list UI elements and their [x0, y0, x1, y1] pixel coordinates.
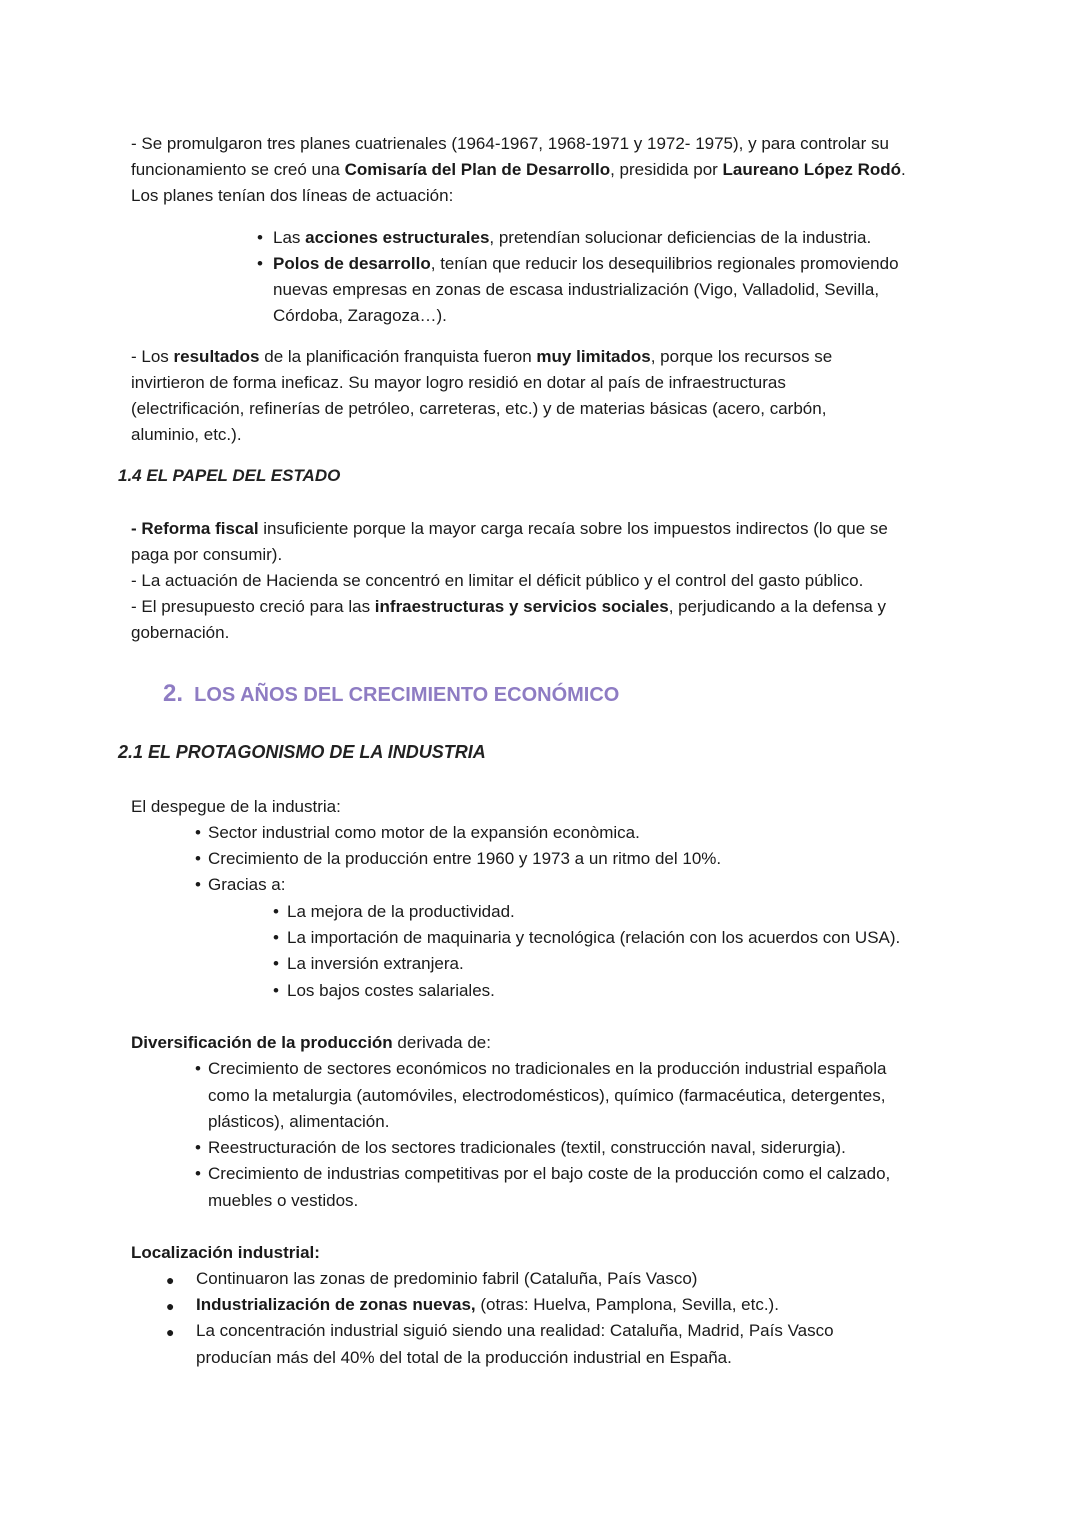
- text: La mejora de la productividad.: [287, 902, 515, 921]
- planes-line-2: [131, 157, 906, 183]
- text: funcionamiento se creó una: [131, 160, 345, 179]
- bullet-icon: •: [195, 1138, 201, 1157]
- bullet-icon: ●: [166, 1298, 175, 1314]
- planes-line-1: - Se promulgaron tres planes cuatrienales (1964-1967, 1968-1971 y 1972- 1975), y para controlar su: [131, 134, 889, 153]
- bullet-icon: •: [195, 849, 201, 868]
- list-item: [195, 1161, 890, 1187]
- bullet-icon: •: [195, 1059, 201, 1078]
- estado-line-2: paga por consumir).: [131, 545, 283, 564]
- bullet-icon: •: [195, 875, 201, 894]
- list-item-continuation: nuevas empresas en zonas de escasa industrialización (Vigo, Valladolid, Sevilla,: [273, 280, 880, 299]
- bold-text: Industrialización de zonas nuevas,: [196, 1295, 476, 1314]
- text: de la planificación franquista fueron: [259, 347, 537, 366]
- bold-text: - Reforma fiscal: [131, 519, 259, 538]
- list-item-continuation: Córdoba, Zaragoza…).: [273, 306, 447, 325]
- text: .: [901, 160, 906, 179]
- list-item: [257, 251, 899, 277]
- text: , perjudicando a la defensa y: [668, 597, 887, 616]
- heading-text: LOS AÑOS DEL CRECIMIENTO ECONÓMICO: [194, 684, 620, 706]
- planes-line-3: Los planes tenían dos líneas de actuación:: [131, 186, 454, 205]
- sub-list-item: [273, 978, 495, 1004]
- list-item-continuation: plásticos), alimentación.: [208, 1112, 390, 1131]
- bold-text: infraestructuras y servicios sociales: [374, 597, 669, 616]
- bold-text: muy limitados: [536, 347, 651, 366]
- bullet-icon: •: [195, 1164, 201, 1183]
- localizacion-title: Localización industrial:: [131, 1243, 320, 1262]
- text: insuficiente porque la mayor carga recaía sobre los impuestos indirectos (lo que se: [258, 519, 888, 538]
- text: - Los: [131, 347, 174, 366]
- list-item: Continuaron las zonas de predominio fabril (Cataluña, País Vasco): [196, 1269, 698, 1288]
- text: Sector industrial como motor de la expansión econòmica.: [208, 823, 640, 842]
- text: Crecimiento de industrias competitivas por el bajo coste de la producción como el calzado,: [208, 1164, 891, 1183]
- text: derivada de:: [392, 1033, 491, 1052]
- text: La importación de maquinaria y tecnológica (relación con los acuerdos con USA).: [287, 928, 901, 947]
- bold-text: Diversificación de la producción: [131, 1033, 393, 1052]
- resultados-line-4: aluminio, etc.).: [131, 425, 242, 444]
- list-item-continuation: muebles o vestidos.: [208, 1191, 359, 1210]
- section-heading-2-1: 2.1 EL PROTAGONISMO DE LA INDUSTRIA: [118, 742, 486, 762]
- text: Reestructuración de los sectores tradicionales (textil, construcción naval, siderurgia).: [208, 1138, 846, 1157]
- estado-line-5: gobernación.: [131, 623, 230, 642]
- text: , presidida por: [610, 160, 723, 179]
- list-item: [195, 872, 285, 898]
- bullet-icon: ●: [166, 1272, 175, 1288]
- text: - El presupuesto creció para las: [131, 597, 375, 616]
- text: Crecimiento de sectores económicos no tradicionales en la producción industrial española: [208, 1059, 887, 1078]
- text: , pretendían solucionar deficiencias de la industria.: [489, 228, 872, 247]
- bold-text: acciones estructurales: [305, 228, 490, 247]
- estado-line-1: [131, 516, 888, 542]
- list-item: [195, 846, 721, 872]
- text: , porque los recursos se: [650, 347, 833, 366]
- heading-number: 2.: [163, 680, 184, 707]
- text: La inversión extranjera.: [287, 954, 464, 973]
- despegue-intro: El despegue de la industria:: [131, 797, 341, 816]
- list-item-continuation: como la metalurgia (automóviles, electrodomésticos), químico (farmacéutica, detergentes,: [208, 1086, 886, 1105]
- text: Las: [273, 228, 306, 247]
- list-item: La concentración industrial siguió siendo una realidad: Cataluña, Madrid, País Vasco: [196, 1321, 834, 1340]
- text: Los bajos costes salariales.: [287, 981, 495, 1000]
- resultados-line-1: [131, 344, 832, 370]
- list-item: [196, 1292, 779, 1318]
- bullet-icon: •: [273, 981, 279, 1000]
- text: (otras: Huelva, Pamplona, Sevilla, etc.).: [475, 1295, 779, 1314]
- sub-list-item: [273, 899, 515, 925]
- resultados-line-3: (electrificación, refinerías de petróleo, carreteras, etc.) y de materias básicas (acero, carbón,: [131, 399, 827, 418]
- list-item: [257, 225, 871, 251]
- bold-text: Laureano López Rodó: [722, 160, 902, 179]
- list-item-continuation: producían más del 40% del total de la producción industrial en España.: [196, 1348, 732, 1367]
- bullet-icon: •: [257, 228, 263, 247]
- list-item: [195, 1056, 887, 1082]
- bullet-icon: •: [257, 254, 263, 273]
- list-item: [195, 1135, 846, 1161]
- bullet-icon: •: [273, 902, 279, 921]
- estado-line-4: [131, 594, 886, 620]
- resultados-line-2: invirtieron de forma ineficaz. Su mayor logro residió en dotar al país de infraestructuras: [131, 373, 786, 392]
- diversificacion-intro: [131, 1030, 491, 1056]
- bullet-icon: ●: [166, 1324, 175, 1340]
- bold-text: resultados: [173, 347, 260, 366]
- bullet-icon: •: [273, 928, 279, 947]
- estado-line-3: - La actuación de Hacienda se concentró en limitar el déficit público y el control del gasto público.: [131, 571, 864, 590]
- bold-text: Polos de desarrollo: [273, 254, 431, 273]
- sub-list-item: [273, 951, 464, 977]
- text: Crecimiento de la producción entre 1960 y 1973 a un ritmo del 10%.: [208, 849, 722, 868]
- bullet-icon: •: [195, 823, 201, 842]
- text: , tenían que reducir los desequilibrios regionales promoviendo: [430, 254, 899, 273]
- bold-text: Comisaría del Plan de Desarrollo: [344, 160, 611, 179]
- sub-list-item: [273, 925, 900, 951]
- list-item: [195, 820, 640, 846]
- bullet-icon: •: [273, 954, 279, 973]
- section-heading-2: [163, 678, 619, 711]
- text: Gracias a:: [208, 875, 286, 894]
- section-heading-1-4: 1.4 EL PAPEL DEL ESTADO: [118, 466, 341, 485]
